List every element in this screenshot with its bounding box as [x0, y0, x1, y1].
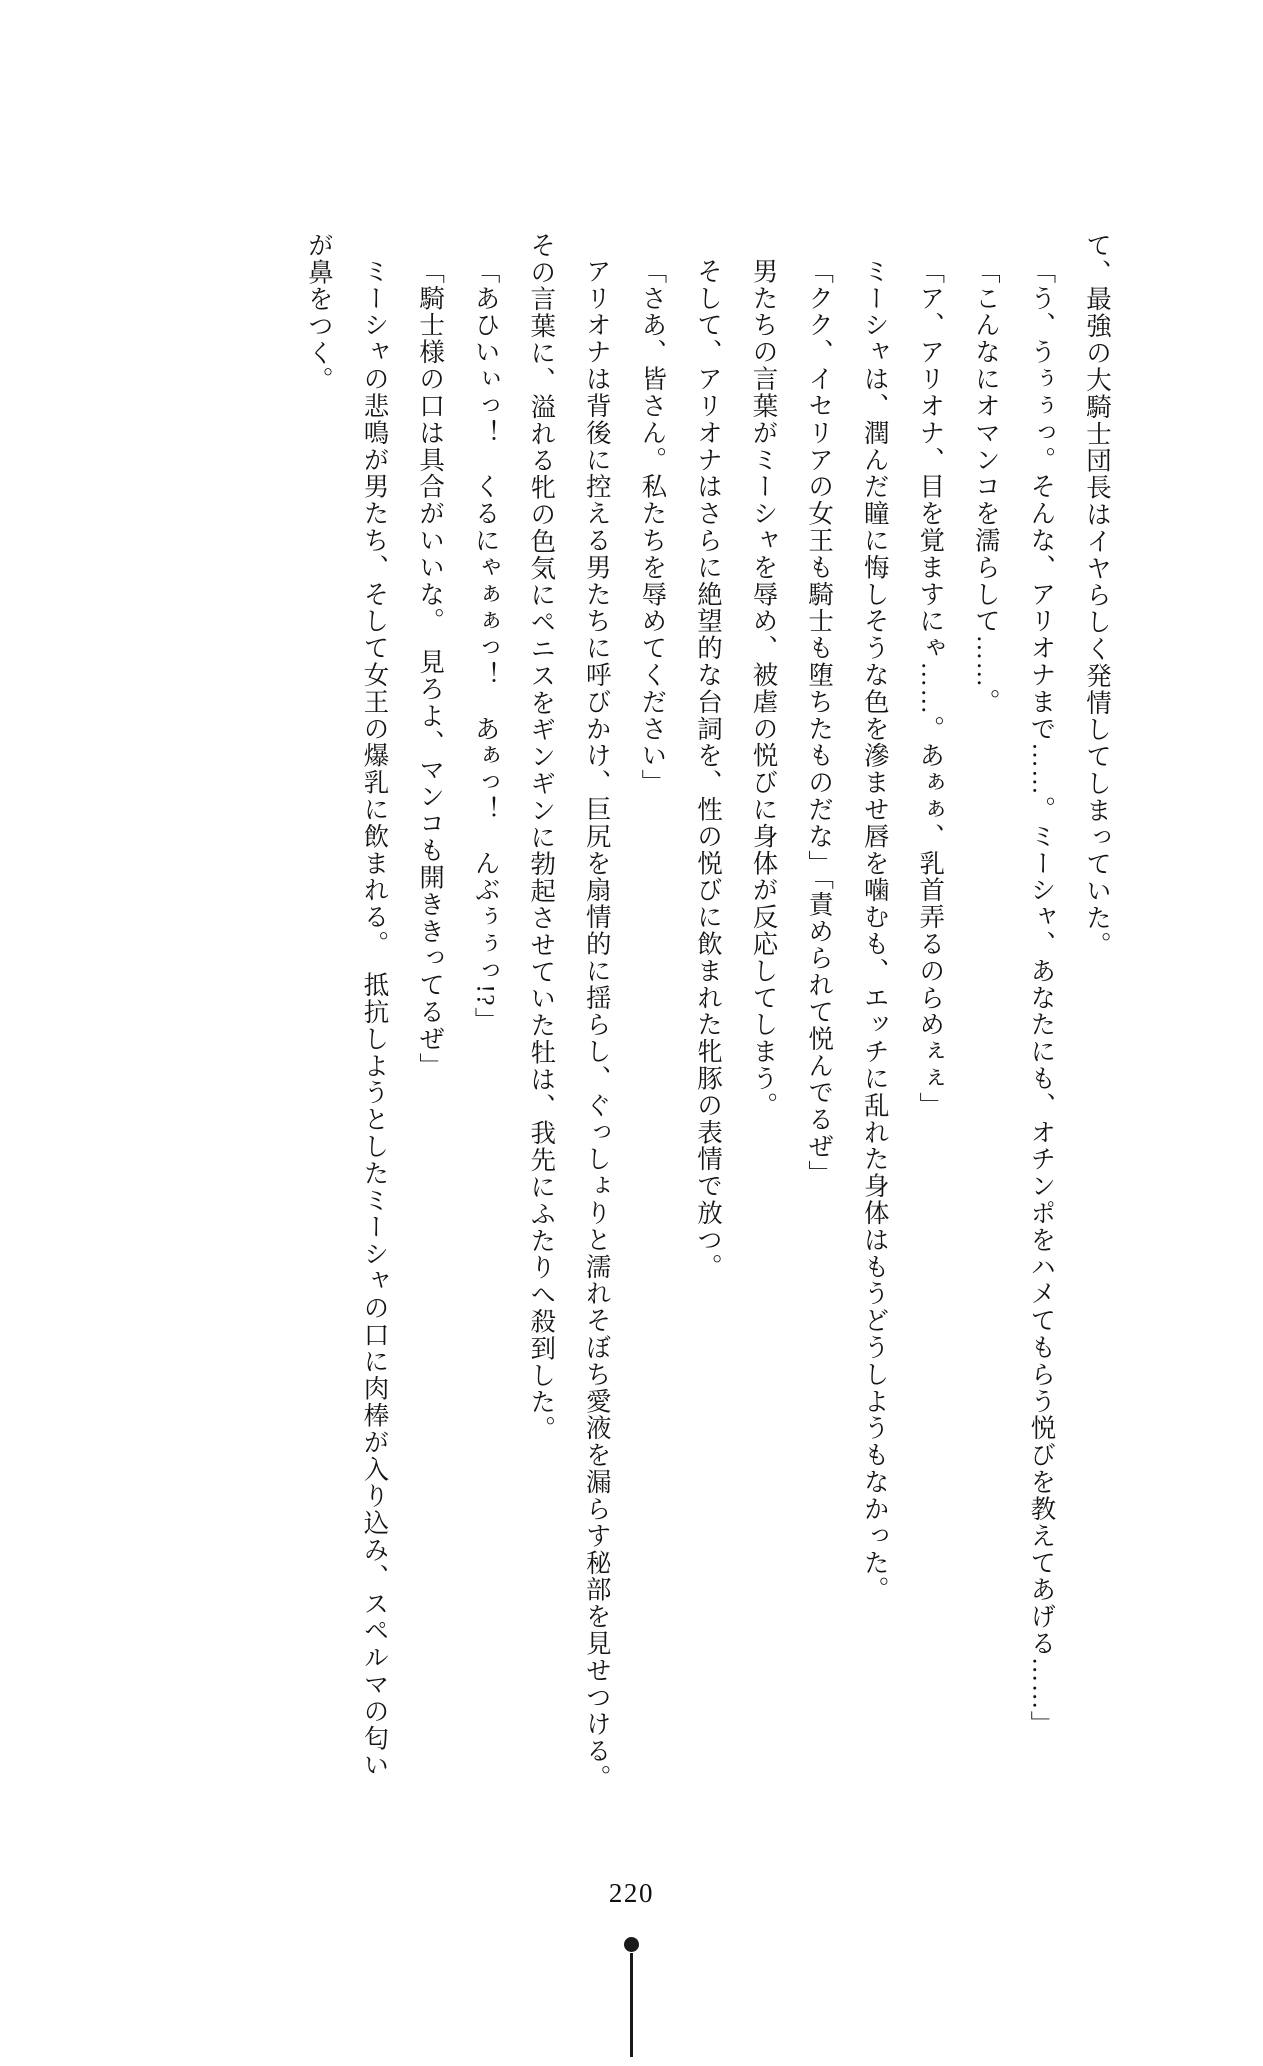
paragraph: 「う、うぅぅっ。そんな、アリオナまで……。ミーシャ、あなたにも、オチンポをハメてもらう悦びを教えてあげる……」 [1027, 257, 1057, 1738]
paragraph: 「騎士様の口は具合がいいな。 見ろよ、マンコも開ききってるぜ」 [416, 257, 446, 1079]
footer-line-icon [630, 1953, 633, 2057]
paragraph: 男たちの言葉がミーシャを辱め、被虐の悦びに身体が反応してしまう。 [749, 257, 779, 1119]
paragraph: 「こんなにオマンコを濡らして……。 [971, 257, 1001, 715]
body-text [185, 232, 1125, 1792]
paragraph: アリオナは背後に控える男たちに呼びかけ、巨尻を扇情的に揺らし、ぐっしょりと濡れそぼち愛液を漏らす秘部を見せつける。その言葉に、溢れる牝の色気にペニスをギンギンに勃起させていた牡は、我先にふたりへ殺到した。 [527, 232, 612, 1791]
paragraph: て、最強の大騎士団長はイヤらしく発情してしまっていた。 [1083, 232, 1112, 959]
footer-dot-icon [624, 1937, 639, 1952]
page-number: 220 [608, 1878, 655, 1908]
paragraph: 「クク、イセリアの女王も騎士も堕ちたものだな」「責められて悦んでるぜ」 [805, 257, 835, 1187]
paragraph: ミーシャは、潤んだ瞳に悔しそうな色を滲ませ唇を噛むも、エッチに乱れた身体はもうどうしようもなかった。 [860, 257, 890, 1603]
paragraph: ミーシャの悲鳴が男たち、そして女王の爆乳に飲まれる。 抵抗しようとしたミーシャの口に肉棒が入り込み、スペルマの匂いが鼻をつく。 [304, 232, 390, 1779]
footer-ornament-icon [617, 1937, 647, 2057]
paragraph: 「さあ、皆さん。私たちを辱めてください」 [638, 257, 668, 796]
paragraph: そして、アリオナはさらに絶望的な台詞を、性の悦びに飲まれた牝豚の表情で放つ。 [693, 257, 723, 1280]
paragraph: 「あひいぃっ！ くるにゃぁぁっ！ あぁっ！ んぶぅぅっ!?」 [471, 257, 501, 1034]
paragraph: 「ア、アリオナ、目を覚ますにゃ……。あぁぁ、乳首弄るのらめぇぇ」 [916, 257, 946, 1119]
